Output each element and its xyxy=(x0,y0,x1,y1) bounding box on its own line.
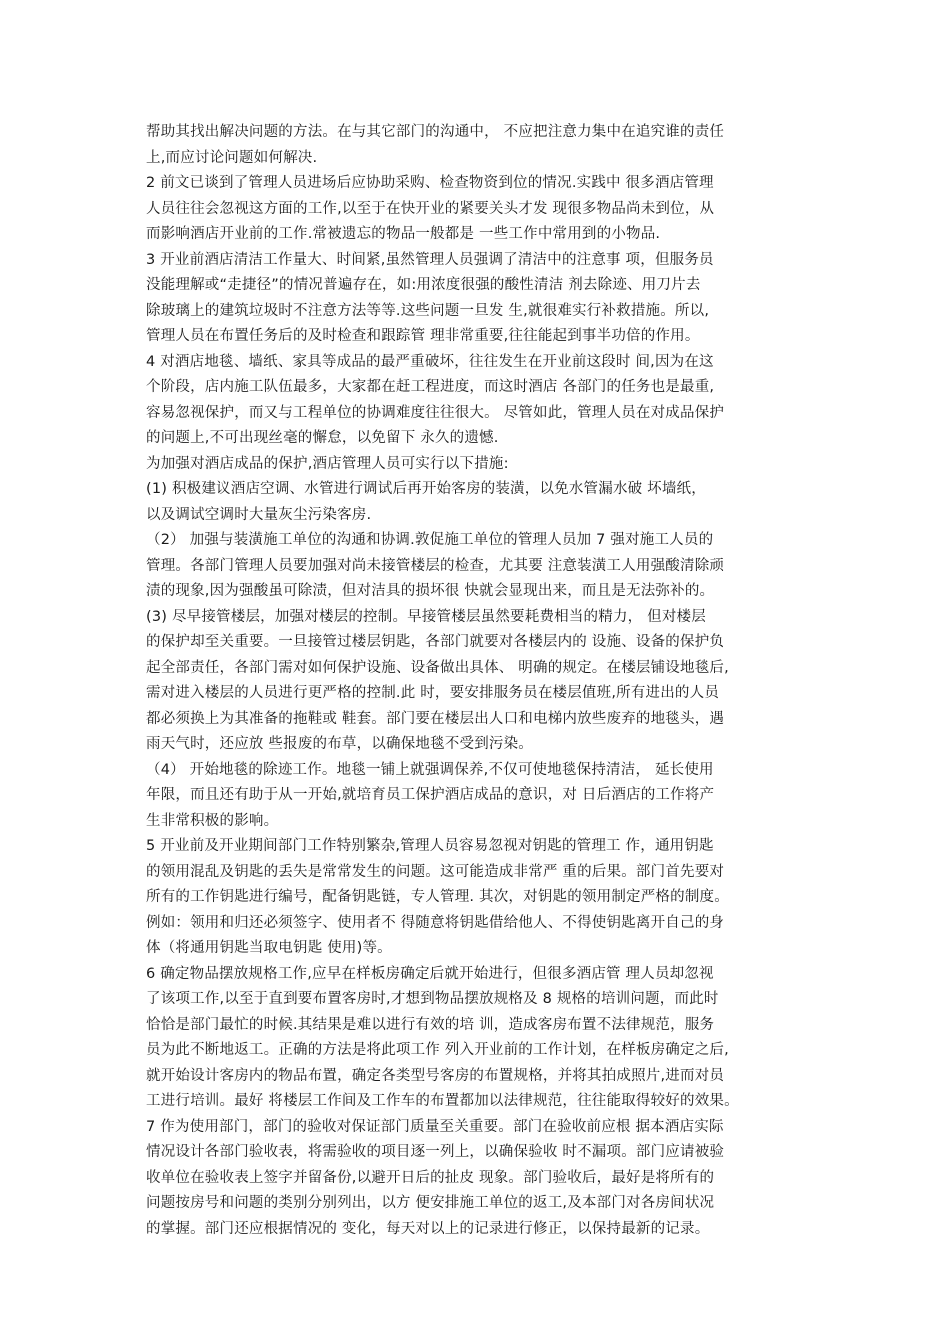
text-line-19: 渍的现象,因为强酸虽可除渍，但对洁具的损坏很 快就会显现出来，而且是无法弥补的。 xyxy=(146,583,715,599)
text-line-20: (3) 尽早接管楼层，加强对楼层的控制。早接管楼层虽然要耗费相当的精力， 但对楼层 xyxy=(146,608,706,625)
text-line-1: 帮助其找出解决问题的方法。在与其它部门的沟通中， 不应把注意力集中在追究谁的责任 xyxy=(146,124,725,140)
text-line-28: 生非常积极的影响。 xyxy=(146,812,279,829)
text-line-39: 工进行培训。最好 将楼层工作间及工作车的布置都加以法律规范，往往能取得较好的效果。 xyxy=(146,1093,739,1109)
text-line-42: 收单位在验收表上签字并留备份,以避开日后的扯皮 现象。部门验收后，最好是将所有的 xyxy=(146,1169,715,1186)
text-line-13: 的问题上,不可出现丝毫的懈怠，以免留下 永久的遗憾. xyxy=(146,430,499,446)
text-line-34: 6 确定物品摆放规格工作,应早在样板房确定后就开始进行，但很多酒店管 理人员却忽视 xyxy=(146,965,714,982)
text-line-7: 没能理解或“走捷径”的情况普遍存在，如:用浓度很强的酸性清洁 剂去除迹、用刀片去 xyxy=(146,277,701,293)
text-line-18: 管理。各部门管理人员要加强对尚未接管楼层的检查，尤其要 注意装潢工人用强酸清除顽 xyxy=(146,557,725,574)
text-line-2: 上,而应讨论问题如何解决. xyxy=(146,149,318,166)
text-line-26: （4） 开始地毯的除迹工作。地毯一铺上就强调保养,不仅可使地毯保持清洁， 延长使用 xyxy=(146,761,714,778)
text-line-32: 例如：领用和归还必须签字、使用者不 得随意将钥匙借给他人、不得使钥匙离开自己的身 xyxy=(146,914,725,931)
text-line-23: 需对进入楼层的人员进行更严格的控制.此 时，要安排服务员在楼层值班,所有进出的人员 xyxy=(146,685,720,701)
text-line-22: 起全部责任，各部门需对如何保护设施、设备做出具体、 明确的规定。在楼层铺设地毯后, xyxy=(146,659,729,676)
text-line-24: 都必须换上为其准备的拖鞋或 鞋套。部门要在楼层出人口和电梯内放些废弃的地毯头，遇 xyxy=(146,710,725,727)
text-line-8: 除玻璃上的建筑垃圾时不注意方法等等.这些问题一旦发 生,就很难实行补救措施。所以, xyxy=(146,302,710,319)
text-line-43: 问题按房号和问题的类别分别列出，以方 便安排施工单位的返工,及本部门对各房间状况 xyxy=(146,1195,715,1211)
text-line-44: 的掌握。部门还应根据情况的 变化，每天对以上的记录进行修正，以保持最新的记录。 xyxy=(146,1220,710,1237)
text-line-36: 恰恰是部门最忙的时候.其结果是难以进行有效的培 训，造成客房布置不法律规范，服务 xyxy=(146,1016,715,1033)
text-line-29: 5 开业前及开业期间部门工作特别繁杂,管理人员容易忽视对钥匙的管理工 作，通用钥匙 xyxy=(146,838,714,854)
text-line-12: 容易忽视保护，而又与工程单位的协调难度往往很大。 尽管如此，管理人员在对成品保护 xyxy=(146,404,725,421)
text-line-40: 7 作为使用部门，部门的验收对保证部门质量至关重要。部门在验收前应根 据本酒店实际 xyxy=(146,1118,724,1135)
text-line-25: 雨天气时，还应放 些报废的布草，以确保地毯不受到污染。 xyxy=(146,736,534,752)
text-line-14: 为加强对酒店成品的保护,酒店管理人员可实行以下措施: xyxy=(146,455,509,472)
text-line-37: 员为此不断地返工。正确的方法是将此项工作 列入开业前的工作计划，在样板房确定之后, xyxy=(146,1042,729,1058)
text-line-5: 而影响酒店开业前的工作.常被遗忘的物品一般都是 一些工作中常用到的小物品. xyxy=(146,226,661,242)
text-line-35: 了该项工作,以至于直到要布置客房时,才想到物品摆放规格及 8 规格的培训问题，而此时 xyxy=(146,991,719,1007)
text-line-17: （2） 加强与装潢施工单位的沟通和协调.敦促施工单位的管理人员加 7 强对施工人员的 xyxy=(146,532,714,548)
text-line-16: 以及调试空调时大量灰尘污染客房. xyxy=(146,506,372,523)
text-line-33: 体（将通用钥匙当取电钥匙 使用)等。 xyxy=(146,940,392,956)
text-line-15: (1) 积极建议酒店空调、水管进行调试后再开始客房的装潢，以免水管漏水破 坏墙纸， xyxy=(146,481,706,497)
text-line-27: 年限，而且还有助于从一开始,就培育员工保护酒店成品的意识，对 日后酒店的工作将产 xyxy=(146,787,715,803)
text-line-38: 就开始设计客房内的物品布置，确定各类型号客房的布置规格，并将其拍成照片,进而对员 xyxy=(146,1067,725,1084)
text-line-31: 所有的工作钥匙进行编号，配备钥匙链，专人管理. 其次，对钥匙的领用制定严格的制度。 xyxy=(146,889,729,905)
text-line-10: 4 对酒店地毯、墙纸、家具等成品的最严重破坏，往往发生在开业前这段时 间,因为在这 xyxy=(146,353,714,370)
text-line-41: 情况设计各部门验收表，将需验收的项目逐一列上，以确保验收 时不漏项。部门应请被验 xyxy=(146,1144,725,1160)
text-line-9: 管理人员在布置任务后的及时检查和跟踪管 理非常重要,往往能起到事半功倍的作用。 xyxy=(146,328,700,344)
text-line-4: 人员往往会忽视这方面的工作,以至于在快开业的紧要关头才发 现很多物品尚未到位，从 xyxy=(146,200,715,217)
text-line-11: 个阶段，店内施工队伍最多，大家都在赶工程进度，而这时酒店 各部门的任务也是最重, xyxy=(146,379,715,395)
text-line-3: 2 前文已谈到了管理人员进场后应协助采购、检查物资到位的情况.实践中 很多酒店管理 xyxy=(146,175,714,191)
text-line-6: 3 开业前酒店清洁工作量大、时间紧,虽然管理人员强调了清洁中的注意事 项，但服务员 xyxy=(146,251,714,268)
text-line-21: 的保护却至关重要。一旦接管过楼层钥匙，各部门就要对各楼层内的 设施、设备的保护负 xyxy=(146,634,725,650)
document-body xyxy=(146,120,822,1242)
text-line-30: 的领用混乱及钥匙的丢失是常常发生的问题。这可能造成非常严 重的后果。部门首先要对 xyxy=(146,863,725,880)
